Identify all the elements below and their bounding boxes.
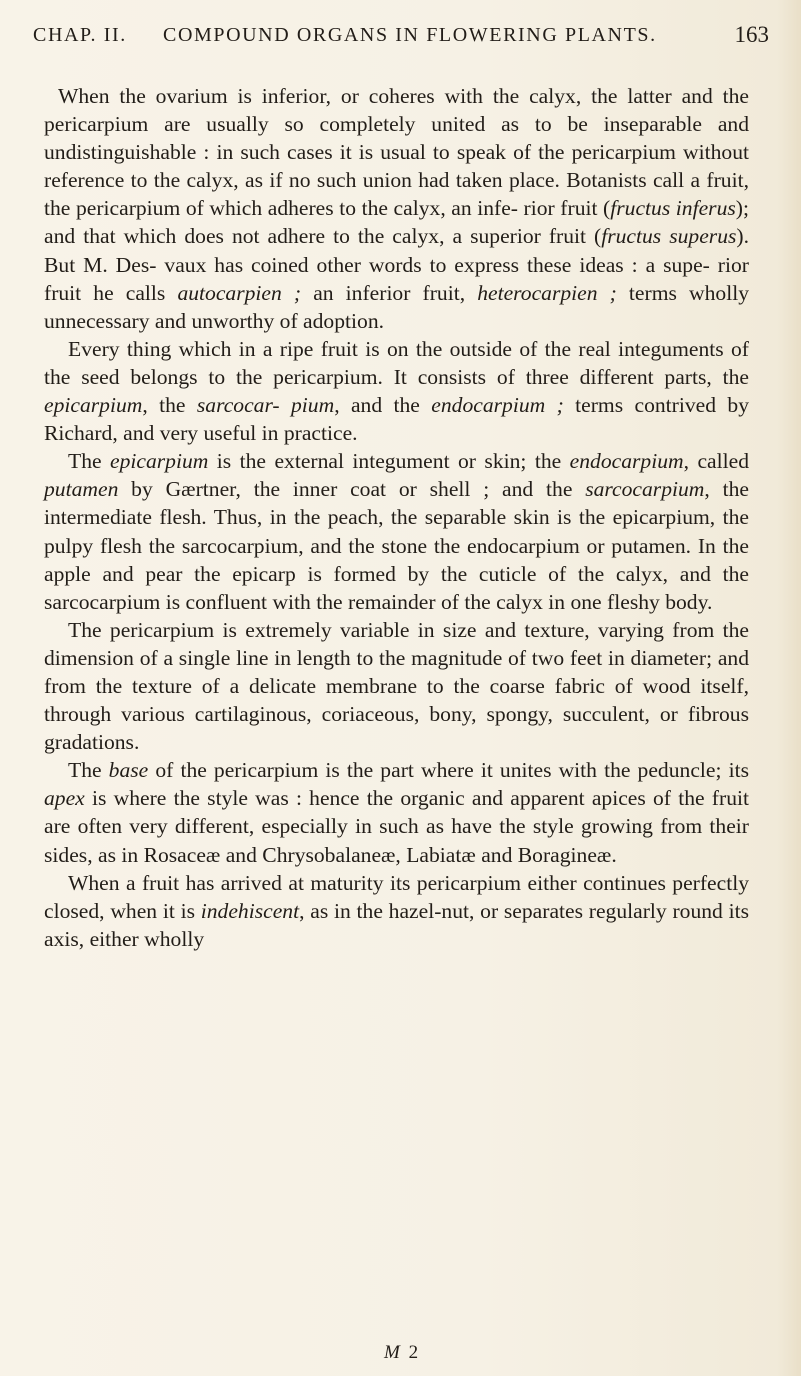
text-run: is where the style was : hence the organic and apparent apices of the fruit are often very different, especially in such as have the style growing from their sides, as in Rosaceæ and Chrysobalaneæ, Labiatæ and Boragineæ. xyxy=(44,786,749,867)
text-run: , and the xyxy=(334,393,432,418)
text-run: , as in the hazel-nut, or separates regularly round its axis, either wholly xyxy=(44,898,749,951)
text-run: The xyxy=(68,758,109,783)
text-run: is the external integument or skin; the xyxy=(208,449,570,474)
text-run: an inferior fruit, xyxy=(301,280,478,305)
page-number: 163 xyxy=(734,22,769,47)
italic-term: sarcocarpium xyxy=(585,477,705,502)
text-run: ); and that which does not adhere to the calyx, a superior fruit ( xyxy=(44,196,749,249)
italic-term: fructus superus xyxy=(601,224,737,249)
text-run: , the xyxy=(142,393,197,418)
italic-term: epicarpium xyxy=(110,449,209,474)
italic-term: apex xyxy=(44,786,85,811)
italic-term: epicarpium xyxy=(44,393,143,418)
text-run: The xyxy=(68,449,111,474)
text-run: by Gærtner, the inner coat or shell ; and the xyxy=(118,477,586,502)
italic-term: sarcocar- pium xyxy=(196,393,335,418)
italic-term: putamen xyxy=(44,477,119,502)
paragraph-maturity xyxy=(44,869,749,953)
running-title: COMPOUND ORGANS IN FLOWERING PLANTS. xyxy=(163,24,657,46)
text-run: ). But M. Des- vaux has coined other words to express these ideas : a supe- rior fruit he calls xyxy=(44,224,749,305)
text-run: When the ovarium is inferior, or coheres with the calyx, the latter and the pericarpium are usually so completely united as to be inseparable and undistinguishable : in such cases it is usual to speak of the pericarpium without reference to the calyx, as if no such union had taken place. Botanists call a fruit, the pericarpium of which adheres to the calyx, an infe- rior fruit ( xyxy=(44,84,749,221)
text-run: The pericarpium is extremely variable in size and texture, varying from the dimension of a single line in length to the magnitude of two feet in diameter; and from the texture of a delicate membrane to the coarse fabric of wood itself, through various cartilaginous, coriaceous, bony, spongy, succulent, or fibrous gradations. xyxy=(44,617,749,755)
signature-letter: M xyxy=(384,1342,402,1363)
text-run: of the pericarpium is the part where it unites with the peduncle; its xyxy=(148,758,749,783)
italic-term: endocarpium xyxy=(569,449,684,474)
chapter-label: CHAP. II. xyxy=(33,24,127,46)
paragraph-size-texture xyxy=(44,616,749,756)
text-run: Every thing which in a ripe fruit is on the outside of the real integuments of the seed belongs to the pericarpium. It consists of three different parts, the xyxy=(44,336,749,389)
text-run: terms contrived by Richard, and very useful in practice. xyxy=(44,393,750,446)
paragraph-pericarpium-parts xyxy=(44,335,749,447)
text-run: When a fruit has arrived at maturity its pericarpium either continues perfectly closed, when it is xyxy=(44,870,749,923)
italic-term: autocarpien ; xyxy=(177,280,302,305)
paragraph-base-apex xyxy=(44,756,749,868)
italic-term: base xyxy=(108,758,149,783)
italic-term: endocarpium ; xyxy=(431,393,564,418)
italic-term: heterocarpien ; xyxy=(477,280,617,305)
paragraph-epicarpium xyxy=(44,447,749,616)
text-run: terms wholly unnecessary and unworthy of adoption. xyxy=(44,280,749,333)
paragraph-ovarium xyxy=(44,82,749,335)
signature-mark xyxy=(384,1342,420,1364)
italic-term: fructus inferus xyxy=(610,196,736,221)
italic-term: indehiscent xyxy=(200,898,300,923)
body-text xyxy=(44,82,749,953)
text-run: , the intermediate flesh. Thus, in the peach, the separable skin is the epicarpium, the pulpy flesh the sarcocarpium, and the stone the endocarpium or putamen. In the apple and pear the epicarp is formed by the cuticle of the calyx, and the sarcocarpium is confluent with the remainder of the calyx in one fleshy body. xyxy=(44,477,749,614)
text-run: , called xyxy=(683,449,749,474)
running-header xyxy=(33,24,769,52)
signature-number: 2 xyxy=(408,1342,421,1363)
